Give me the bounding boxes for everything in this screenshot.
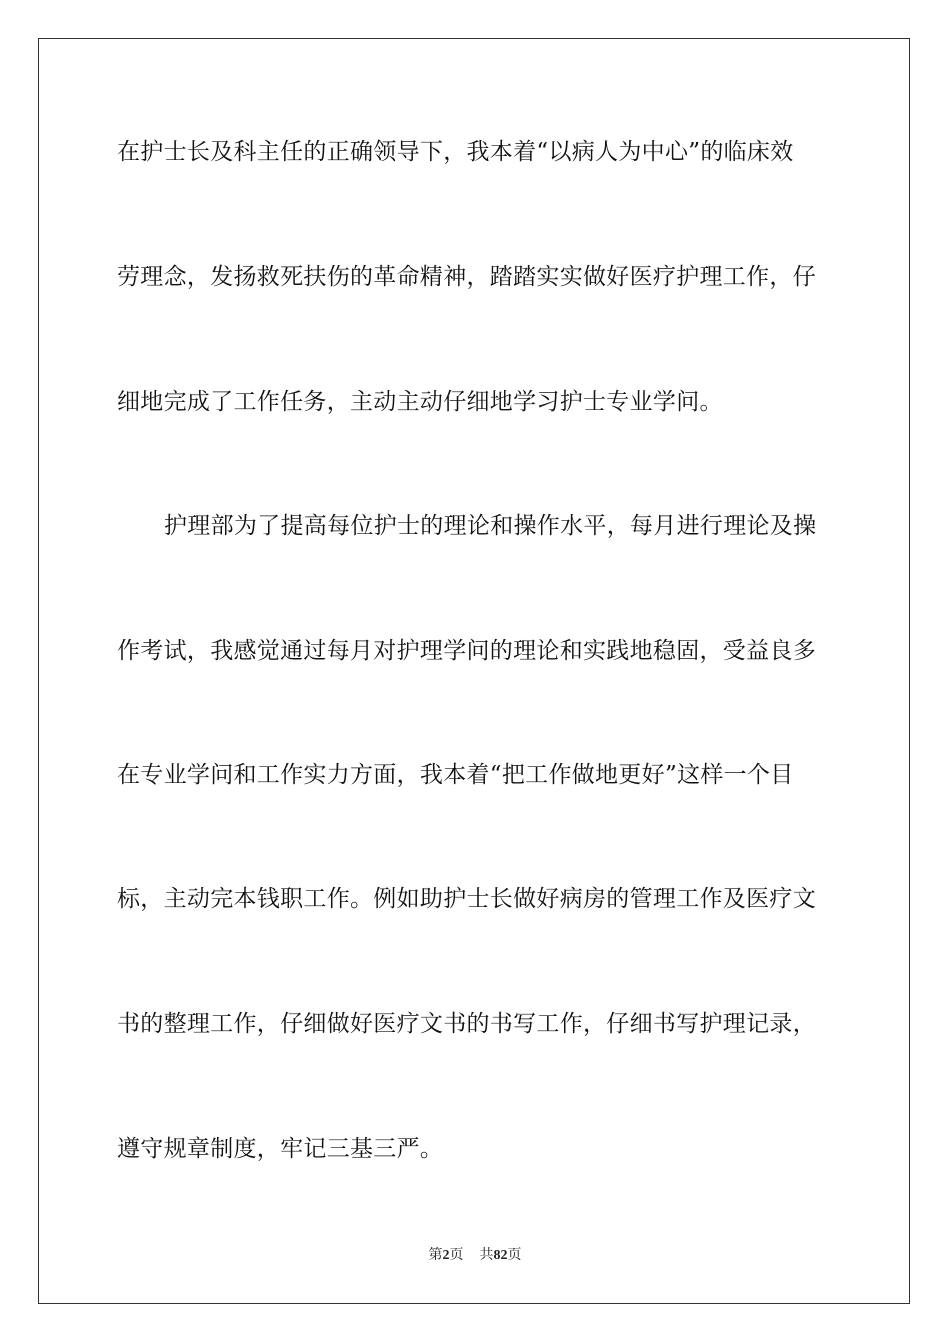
total-prefix: 共 [479,1247,494,1263]
body-line-8: 书的整理工作，仔细做好医疗文书的书写工作，仔细书写护理记录， [117,1011,816,1037]
body-line-5: 作考试，我感觉通过每月对护理学问的理论和实践地稳固，受益良多 [117,638,816,664]
body-line-4: 护理部为了提高每位护士的理论和操作水平，每月进行理论及操 [164,513,817,539]
page-prefix: 第 [428,1247,443,1263]
page-suffix: 页 [449,1247,464,1263]
body-line-1: 在护士长及科主任的正确领导下，我本着“以病人为中心”的临床效 [117,139,794,165]
body-line-3: 细地完成了工作任务，主动主动仔细地学习护士专业学问。 [117,389,723,415]
total-pages: 82 [493,1248,508,1263]
body-line-7: 标，主动完本钱职工作。例如助护士长做好病房的管理工作及医疗文 [117,886,816,912]
page-footer [0,1246,950,1265]
page-number: 2 [442,1248,450,1263]
total-suffix: 页 [507,1247,522,1263]
body-line-6: 在专业学问和工作实力方面，我本着“把工作做地更好”这样一个目 [117,762,794,788]
body-line-9: 遵守规章制度，牢记三基三严。 [117,1136,444,1162]
page-border [38,38,910,1304]
body-line-2: 劳理念，发扬救死扶伤的革命精神，踏踏实实做好医疗护理工作，仔 [117,264,816,290]
